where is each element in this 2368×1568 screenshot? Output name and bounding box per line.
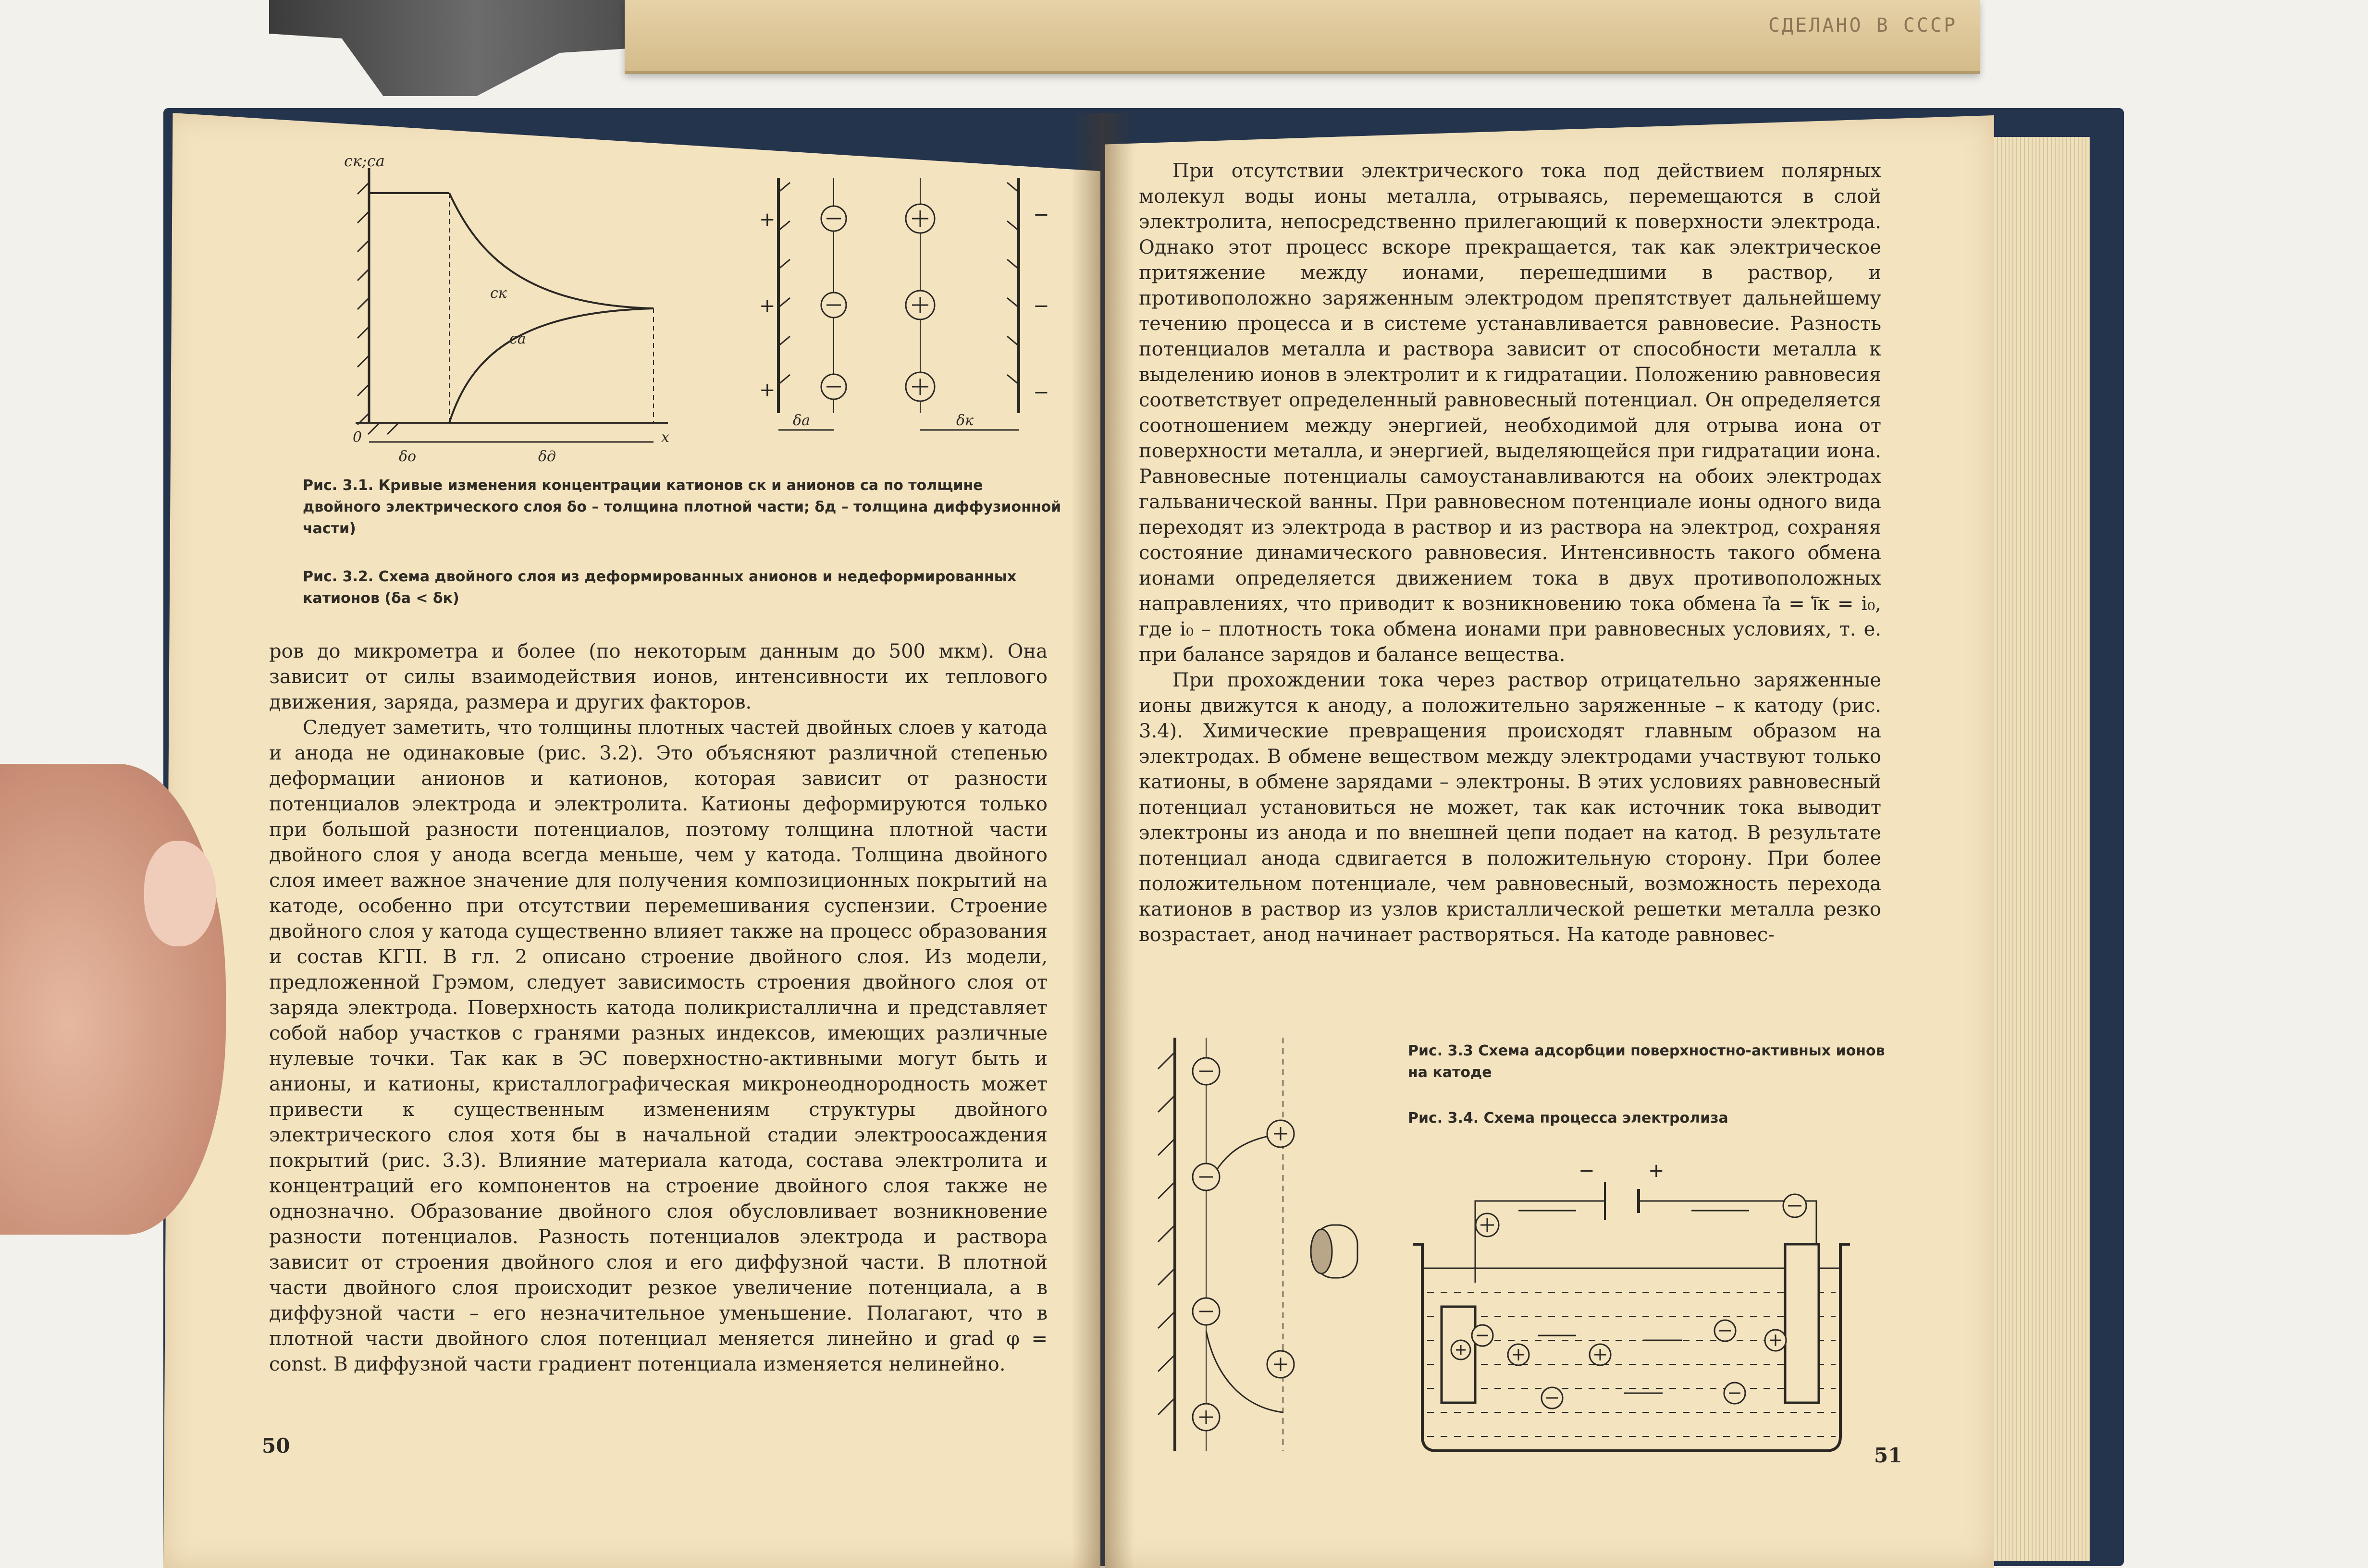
fig31-ca-label: cа	[509, 331, 526, 347]
figure-3-4	[1394, 1148, 1908, 1465]
fig34-plus: +	[1648, 1160, 1665, 1182]
caption-figure-3-2: Рис. 3.2. Схема двойного слоя из деформированных анионов и недеформированных катионов (δа < δк)	[303, 568, 1017, 607]
fig32-plus-1: +	[759, 208, 776, 231]
fig32-delta-k: δк	[956, 412, 974, 429]
left-paragraph-1: ров до микрометра и более (по некоторым данным до 500 мкм). Она зависит от силы взаимодействия ионов, интенсивности их теплового движения, заряда, размера и других факторов.	[269, 640, 1048, 713]
fig31-x-label: x	[661, 429, 669, 446]
fig32-delta-a: δа	[793, 412, 810, 429]
thumbnail	[144, 841, 216, 946]
left-page-number: 50	[262, 1434, 290, 1458]
fig31-y-label: cк;cа	[344, 154, 385, 170]
book-gutter	[1072, 113, 1134, 1568]
caption-figure-3-4: Рис. 3.4. Схема процесса электролиза	[1408, 1110, 1728, 1127]
right-page-body	[1139, 159, 1881, 948]
fig32-minus-2: −	[1033, 295, 1049, 317]
ruler	[625, 0, 1980, 74]
left-page-body	[269, 639, 1048, 1377]
hand	[0, 764, 226, 1235]
figure-3-1	[317, 154, 682, 471]
fig31-deltad: δд	[538, 448, 556, 465]
fig32-minus-1: −	[1033, 204, 1049, 226]
fig32-minus-3: −	[1033, 381, 1049, 404]
fig34-minus: −	[1579, 1160, 1595, 1182]
ruler-label: СДЕЛАНО В СССР	[1768, 14, 1958, 37]
right-paragraph-2: При прохождении тока через раствор отрицательно заряженные ионы движутся к аноду, а положительно заряженные – к катоду (рис. 3.4). Химические превращения происходят главным образом на электродах. В обмене веществом между электродами участвуют только катионы, в обмене зарядами – электроны. В этих условиях равновесный потенциал установиться не может, так как источник тока выводит электроны из анода и по внешней цепи подает на катод. В результате потенциал анода сдвигается в положительную сторону. При более положительном потенциале, чем равновесный, возможность перехода катионов в раствор из узлов кристаллической решетки металла резко возрастает, анод начинает растворяться. На катоде равновес-	[1139, 669, 1881, 946]
figure-3-3	[1129, 1033, 1398, 1456]
figure-3-2	[745, 173, 1057, 461]
caption-figure-3-3: Рис. 3.3 Схема адсорбции поверхностно-активных ионов на катоде	[1408, 1042, 1885, 1081]
right-paragraph-1: При отсутствии электрического тока под действием полярных молекул воды ионы металла, отрываясь, перемещаются в слой электролита, непосредственно прилегающий к поверхности электрода. Однако этот процесс вскоре прекращается, так как электрическое притяжение между ионами, перешедшими в раствор, и противоположно заряженным электродом препятствует дальнейшему течению процесса и в системе устанавливается равновесие. Разность потенциалов металла и раствора зависит от способности металла к выделению ионов в электролит и к гидратации. Положению равновесия соответствует определенный равновесный потенциал. Он определяется соотношением между энергией, необходимой для отрыва иона от поверхности металла, и энергией, выделяющейся при гидратации иона. Равновесные потенциалы самоустанавливаются на обоих электродах гальванической ванны. При равновесном потенциале ионы одного вида переходят из электрода в раствор и из раствора на электрод, сохраняя состояние динамического равновесия. Интенсивность такого обмена ионами определяется движением тока в двух противоположных направлениях, что приводит к возникновению тока обмена i⃗а = i⃖к = i₀, где i₀ – плотность тока обмена ионами при равновесных условиях, т. е. при балансе зарядов и балансе вещества.	[1139, 160, 1881, 666]
fig32-plus-3: +	[759, 379, 776, 401]
left-paragraph-2: Следует заметить, что толщины плотных частей двойных слоев у катода и анода не одинаковые (рис. 3.2). Это объясняют различной степенью деформации анионов и катионов, которая зависит от разности потенциалов электрода и электролита. Катионы деформируются только при большой разности потенциалов, поэтому толщина плотной части двойного слоя у анода всегда меньше, чем у катода. Толщина двойного слоя имеет важное значение для получения композиционных покрытий на катоде, особенно при отсутствии перемешивания суспензии. Строение двойного слоя у катода существенно влияет также на процесс образования и состав КГП. В гл. 2 описано строение двойного слоя. Из модели, предложенной Грэмом, следует зависимость строения двойного слоя от заряда электрода. Поверхность катода поликристаллична и представляет собой набор участков с гранями разных индексов, имеющих различные нулевые точки. Так как в ЭС поверхностно-активными могут быть и анионы, и катионы, кристаллографическая микронеоднородность может привести к существенным изменениям структуры двойного электрического слоя хотя бы в начальной стадии электроосаждения покрытий (рис. 3.3). Влияние материала катода, состава электролита и концентраций его компонентов на строение двойного слоя также не однозначно. Образование двойного слоя обусловливает возникновение разности потенциалов. Разность потенциалов электрода и раствора зависит от строения двойного слоя и его диффузной части. В плотной части двойного слоя происходит резкое увеличение потенциала, а в диффузной части – его незначительное уменьшение. Полагают, что в плотной части двойного слоя потенциал меняется линейно и grad φ = const. В диффузной части градиент потенциала изменяется нелинейно.	[269, 717, 1048, 1375]
fig32-plus-2: +	[759, 295, 776, 317]
caption-figure-3-1: Рис. 3.1. Кривые изменения концентрации катионов cк и анионов cа по толщине двойного электрического слоя δо – толщина плотной части; δд – толщина диффузионной части)	[303, 477, 1061, 537]
fig31-delta0: δо	[399, 448, 417, 465]
fig31-ck-label: cк	[490, 285, 507, 302]
right-page-number: 51	[1874, 1444, 1902, 1467]
fig31-origin: 0	[353, 429, 362, 446]
